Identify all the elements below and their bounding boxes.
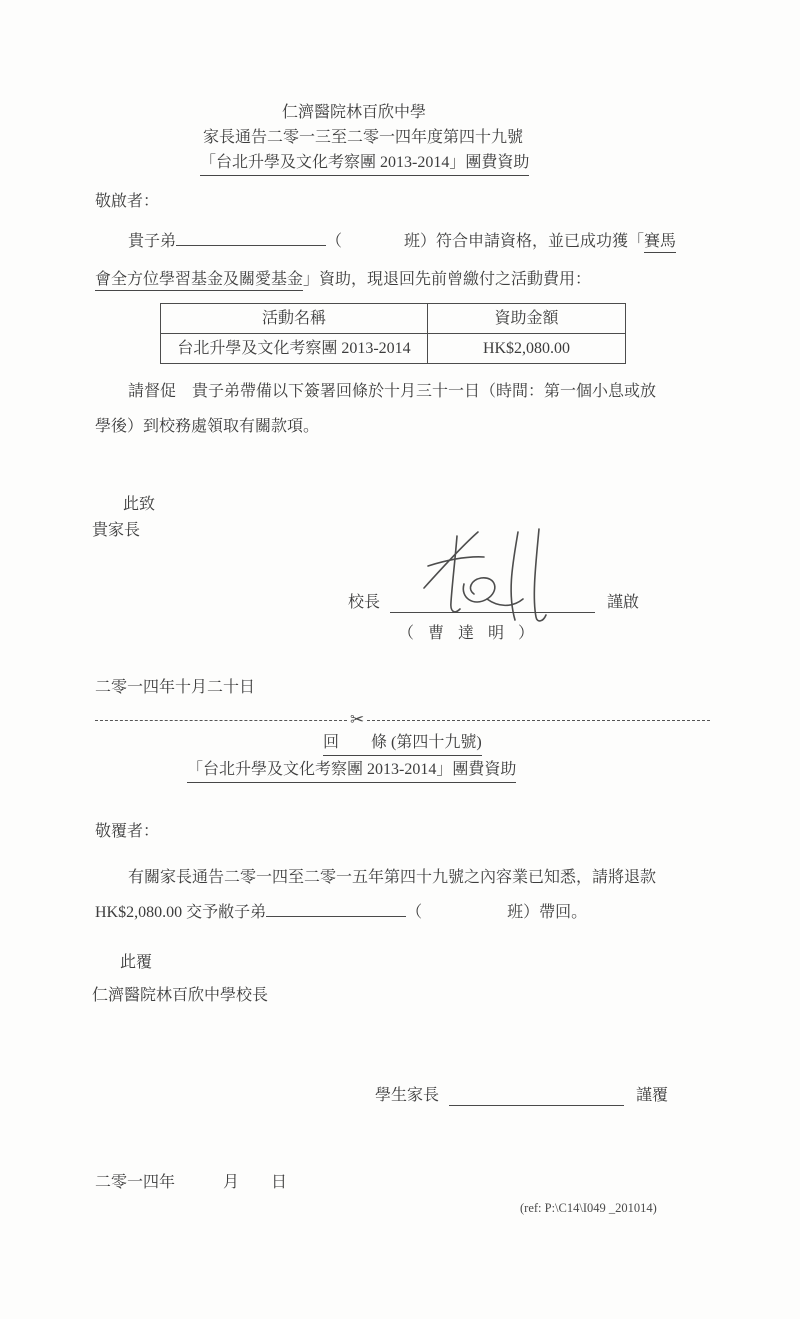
header-activity-name: 活動名稱	[161, 304, 428, 334]
notice-number-line: 家長通告二零一三至二零一四年度第四十九號	[203, 129, 524, 146]
reply-slip-subject: 「台北升學及文化考察團 2013-2014」團費資助	[187, 760, 516, 783]
intro-lead: 貴子弟	[128, 233, 177, 250]
fund-name-part1: 賽馬	[644, 233, 676, 253]
cell-activity-name: 台北升學及文化考察團 2013-2014	[161, 334, 428, 364]
ci-fu: 此覆	[120, 954, 153, 971]
recipient: 貴家長	[92, 522, 141, 539]
cut-dash-left	[95, 720, 347, 721]
principal-signature-blank	[390, 599, 595, 613]
class-blank	[342, 245, 404, 246]
reply-body-lead: HK$2,080.00 交予敝子弟	[95, 904, 267, 921]
reply-bracket-open: （	[406, 904, 423, 921]
intro-line-2	[95, 270, 591, 290]
school-name: 仁濟醫院林百欣中學	[282, 104, 427, 121]
reply-salutation: 敬覆者：	[95, 823, 160, 840]
reply-school-principal: 仁濟醫院林百欣中學校長	[92, 987, 269, 1004]
fee-table-wrap	[160, 303, 626, 364]
fee-table	[160, 303, 626, 364]
student-name-blank	[176, 232, 326, 246]
reminder-line-2: 學後）到校務處領取有關款項。	[95, 418, 320, 435]
reply-student-name-blank	[266, 903, 406, 917]
ci-zhi: 此致	[123, 496, 156, 513]
class-bracket-open: （	[326, 233, 343, 250]
reply-slip-title: 回 條 (第四十九號)	[323, 733, 482, 756]
fund-name-part2: 會全方位學習基金及關愛基金	[95, 271, 303, 291]
fee-table-header-row	[161, 304, 626, 334]
notice-subject-line: 「台北升學及文化考察團 2013-2014」團費資助	[200, 153, 529, 176]
notice-date: 二零一四年十月二十日	[95, 679, 256, 696]
intro-class-text: 班）符合申請資格，並已成功獲「	[404, 233, 645, 250]
intro-after-fund: 」資助，現退回先前曾繳付之活動費用：	[303, 271, 592, 288]
principal-signature	[402, 526, 577, 630]
principal-name: （ 曹 達 明 ）	[398, 625, 540, 642]
principal-label: 校長	[348, 594, 381, 611]
fee-table-data-row	[161, 334, 626, 364]
jin-qi: 謹啟	[607, 594, 640, 611]
parent-signature-blank	[449, 1092, 624, 1106]
jin-fu: 謹覆	[636, 1087, 669, 1104]
file-ref: (ref: P:\C14\I049 _201014)	[520, 1201, 657, 1215]
reply-date-blank: 二零一四年 月 日	[95, 1174, 288, 1191]
intro-line-1	[95, 232, 676, 252]
cell-subsidy-amount: HK$2,080.00	[428, 334, 626, 364]
header-subsidy-amount: 資助金額	[428, 304, 626, 334]
reply-body-line-2	[95, 903, 587, 923]
parent-label: 學生家長	[375, 1087, 440, 1104]
reminder-line-1: 請督促 貴子弟帶備以下簽署回條於十月三十一日（時間：第一個小息或放	[128, 383, 657, 400]
salutation: 敬啟者：	[95, 193, 160, 210]
cut-dash-right	[367, 720, 710, 721]
parent-sign-row	[375, 1086, 668, 1106]
reply-class-blank	[422, 916, 507, 917]
principal-sign-row	[348, 593, 639, 613]
reply-class-return: 班）帶回。	[507, 904, 588, 921]
cut-line	[95, 710, 710, 729]
reply-body-line-1: 有關家長通告二零一四至二零一五年第四十九號之內容業已知悉，請將退款	[128, 869, 657, 886]
scissors-icon: ✂	[350, 710, 365, 729]
